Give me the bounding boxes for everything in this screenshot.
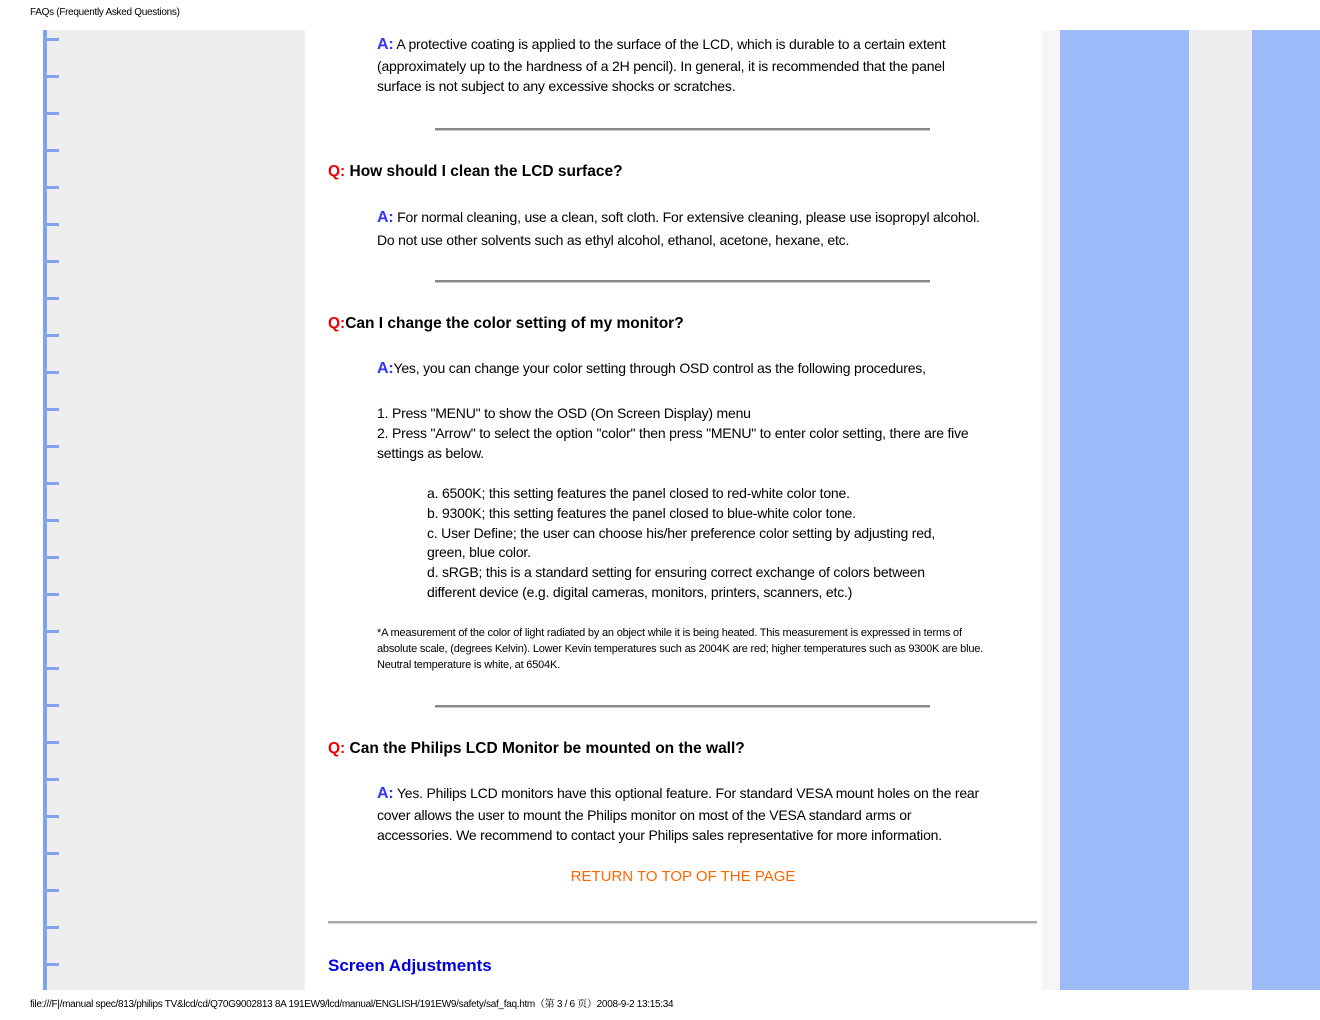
osd-steps bbox=[377, 403, 997, 463]
nav-tree-tick bbox=[47, 667, 59, 670]
question-text: Can the Philips LCD Monitor be mounted on the wall? bbox=[345, 740, 745, 757]
question-text: Can I change the color setting of my monitor? bbox=[345, 315, 684, 332]
faq-divider bbox=[435, 280, 930, 283]
nav-tree-line bbox=[43, 30, 47, 990]
nav-tree-tick bbox=[47, 38, 59, 41]
content-edge-column bbox=[1042, 30, 1060, 990]
color-option: a. 6500K; this setting features the panel closed to red-white color tone. bbox=[427, 485, 850, 501]
left-nav-column bbox=[43, 30, 305, 990]
question-label: Q: bbox=[328, 315, 346, 332]
nav-tree-tick bbox=[47, 186, 59, 189]
question-label: Q: bbox=[328, 740, 346, 757]
nav-tree-tick bbox=[47, 963, 59, 966]
nav-tree-tick bbox=[47, 704, 59, 707]
return-to-top-link[interactable]: RETURN TO TOP OF THE PAGE bbox=[570, 868, 796, 885]
color-option: b. 9300K; this setting features the panel closed to blue-white color tone. bbox=[427, 504, 856, 521]
nav-tree-tick bbox=[47, 926, 59, 929]
faq-answer bbox=[377, 34, 989, 97]
nav-tree-tick bbox=[47, 223, 59, 226]
section-title-screen-adjustments: Screen Adjustments bbox=[328, 956, 492, 975]
osd-step: 1. Press "MENU" to show the OSD (On Screen Display) menu bbox=[377, 405, 751, 421]
nav-tree-tick bbox=[47, 741, 59, 744]
nav-tree-tick bbox=[47, 408, 59, 411]
nav-tree-tick bbox=[47, 149, 59, 152]
nav-tree-tick bbox=[47, 334, 59, 337]
question-text: How should I clean the LCD surface? bbox=[345, 163, 623, 180]
answer-label: A: bbox=[377, 36, 394, 53]
nav-tree-tick bbox=[47, 556, 59, 559]
faq-content bbox=[305, 30, 1042, 990]
right-blue-column bbox=[1060, 30, 1189, 990]
nav-tree-tick bbox=[47, 815, 59, 818]
nav-tree-tick bbox=[47, 297, 59, 300]
question-label: Q: bbox=[328, 163, 346, 180]
faq-answer bbox=[377, 206, 989, 251]
answer-text: Yes. Philips LCD monitors have this optional feature. For standard VESA mount holes on the rear cover allows the user to mount the Philips monitor on most of the VESA standard arms or accessories. We recommend to contact your Philips sales representative for more information. bbox=[377, 785, 979, 843]
faq-answer bbox=[377, 783, 989, 846]
nav-tree-tick bbox=[47, 889, 59, 892]
nav-tree-tick bbox=[47, 482, 59, 485]
answer-label: A: bbox=[377, 785, 394, 802]
nav-tree-tick bbox=[47, 260, 59, 263]
print-header: FAQs (Frequently Asked Questions) bbox=[30, 7, 180, 18]
answer-text: Yes, you can change your color setting through OSD control as the following procedures, bbox=[393, 360, 926, 376]
nav-tree-tick bbox=[47, 593, 59, 596]
nav-tree-tick bbox=[47, 852, 59, 855]
answer-label: A: bbox=[377, 209, 394, 226]
color-options bbox=[427, 484, 947, 603]
color-option: d. sRGB; this is a standard setting for ensuring correct exchange of colors between different device (e.g. digital cameras, monitors, printers, scanners, etc.) bbox=[427, 564, 925, 600]
faq-answer bbox=[377, 358, 989, 380]
print-footer: file:///F|/manual spec/813/philips TV&lcd/cd/Q70G9002813 8A 191EW9/lcd/manual/ENGLISH/191EW9/safety/saf_faq.htm（第 3 / 6 页）2008-9-2 13:15:34 bbox=[30, 999, 674, 1010]
right-blue-column bbox=[1252, 30, 1320, 990]
nav-tree-tick bbox=[47, 778, 59, 781]
nav-tree-tick bbox=[47, 519, 59, 522]
nav-tree-tick bbox=[47, 112, 59, 115]
nav-tree-tick bbox=[47, 630, 59, 633]
faq-divider bbox=[435, 128, 930, 131]
faq-question bbox=[328, 163, 623, 181]
answer-label: A: bbox=[377, 360, 394, 377]
section-divider bbox=[328, 921, 1037, 924]
osd-step: 2. Press "Arrow" to select the option "color" then press "MENU" to enter color setting, there are five settings as below. bbox=[377, 425, 969, 461]
color-option: c. User Define; the user can choose his/her preference color setting by adjusting red, green, blue color. bbox=[427, 524, 936, 561]
nav-tree-tick bbox=[47, 445, 59, 448]
right-grey-column bbox=[1189, 30, 1252, 990]
nav-tree-tick bbox=[47, 75, 59, 78]
nav-tree-tick bbox=[47, 371, 59, 374]
faq-divider bbox=[435, 705, 930, 708]
answer-text: For normal cleaning, use a clean, soft cloth. For extensive cleaning, please use isopropyl alcohol. Do not use other solvents such as ethyl alcohol, ethanol, acetone, hexane, etc. bbox=[377, 209, 980, 248]
answer-text: A protective coating is applied to the surface of the LCD, which is durable to a certain extent (approximately up to the hardness of a 2H pencil). In general, it is recommended that the panel surface is not subject to any excessive shocks or scratches. bbox=[377, 36, 946, 94]
faq-question bbox=[328, 740, 745, 758]
kelvin-footnote: *A measurement of the color of light radiated by an object while it is being heated. This measurement is expressed in terms of absolute scale, (degrees Kelvin). Lower Kevin temperatures such as 2004K are red; higher temperatures such as 9300K are blue. Neutral temperature is white, at 6504K. bbox=[377, 627, 984, 671]
faq-question bbox=[328, 315, 684, 333]
